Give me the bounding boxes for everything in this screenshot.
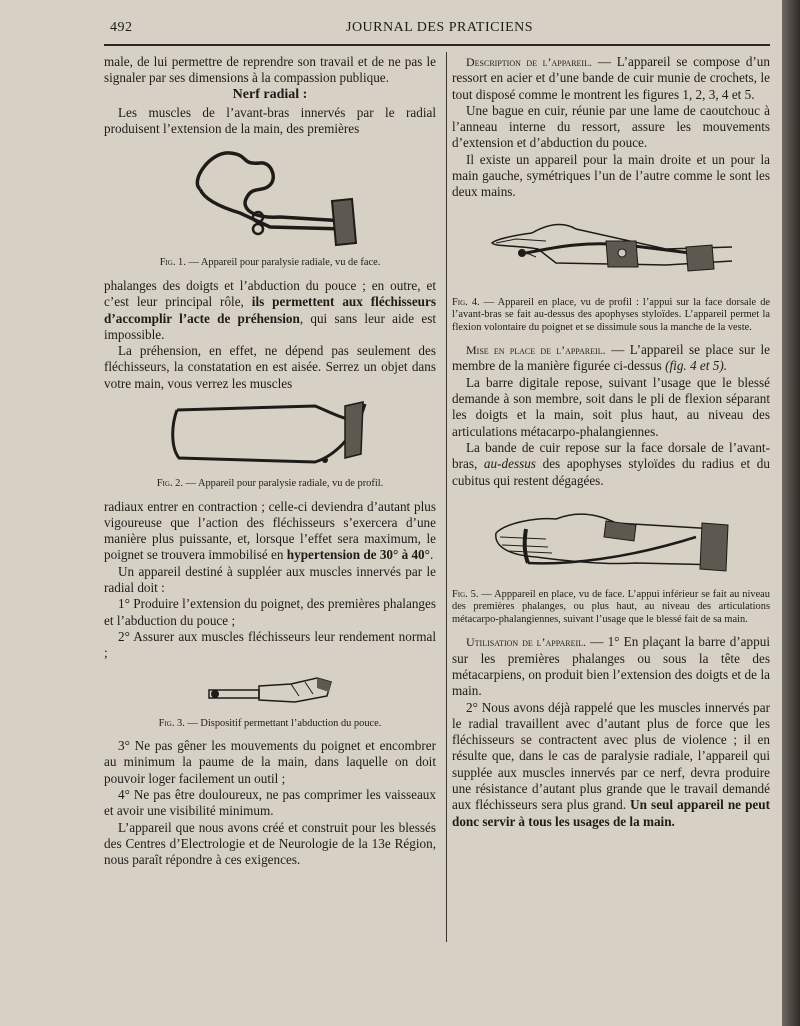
figure-1-drawing <box>170 141 370 253</box>
paragraph <box>452 700 770 830</box>
paragraph <box>104 499 436 564</box>
paragraph: Les muscles de l’avant-bras innervés par le radial produisent l’extension de la main, des premières <box>104 104 436 137</box>
figure-1 <box>104 141 436 253</box>
figure-3-number: Fig. 3. <box>158 717 185 729</box>
paragraph: Une bague en cuir, réunie par une lame de caoutchouc à l’anneau interne du ressort, assure les mouvements d’extension et d’abduction du pouce. <box>452 102 770 151</box>
figure-5-caption-text: — Apppareil en place, vu de face. L’appui inférieur se fait au niveau des premières phalanges, ou plus haut, au niveau des articulations métacarpo-phalangiennes, suivant l’usage que le blessé fait de sa main. <box>452 588 770 625</box>
text-span: — L’appareil se place sur le membre de la manière figurée ci-dessus <box>452 342 770 374</box>
paragraph: La préhension, en effet, ne dépend pas seulement des fléchisseurs, la constatation en est aisée. Serrez un objet dans votre main, vous verrez les muscles <box>104 343 436 391</box>
header-rule <box>104 44 770 46</box>
run-in-heading: Description de l’appareil. <box>466 55 592 69</box>
right-column <box>452 54 770 830</box>
paragraph: male, de lui permettre de reprendre son travail et de ne pas le signaler par ses dimensions à la compassion publique. <box>104 54 436 86</box>
figure-4-caption-text: — Appareil en place, vu de profil : l’appui sur la face dorsale de l’avant-bras se fait au-dessus des apophyses styloïdes. L’appareil permet la flexion volontaire du poignet et se dissimule sous la manche de la veste. <box>452 296 771 333</box>
text-span: La bande de cuir repose sur la face dorsale de l’avant-bras, <box>452 439 770 472</box>
figure-3 <box>104 666 436 714</box>
figure-5-number: Fig. 5. <box>452 588 479 600</box>
journal-title: JOURNAL DES PRATICIENS <box>346 20 534 35</box>
text-span: 2° Nous avons déjà rappelé que les muscles innervés par le radial travaillent avec d’autant plus de force que les fléchisseurs se contractent avec plus de violence ; il en résulte que, dans le cas de paralysie radiale, l’appareil qui supplée aux muscles innervés par ce nerf, devra produire une résistance d’autant plus grande que le travail demandé aux fléchisseurs sera plus grand. <box>452 699 770 813</box>
paragraph <box>452 440 770 489</box>
run-in-heading: Utilisation de l’appareil. <box>466 635 587 650</box>
figure-4 <box>452 205 770 293</box>
figure-2 <box>104 396 436 474</box>
figure-5-drawing <box>486 493 736 585</box>
paragraph: 2° Assurer aux muscles fléchisseurs leur rendement normal ; <box>104 628 436 661</box>
text-span: des apophyses styloïdes du radius et du cubitus qui restent dégagées. <box>452 456 770 488</box>
figure-4-drawing <box>486 205 736 293</box>
figure-2-caption-text: — Appareil pour paralysie radiale, vu de profil. <box>185 478 384 490</box>
paragraph: L’appareil que nous avons créé et construit pour les blessés des Centres d’Electrologie et de Neurologie de la 13e Région, nous paraît répondre à ces exigences. <box>104 819 436 868</box>
figure-5-caption <box>452 589 770 627</box>
figure-1-caption <box>104 257 436 270</box>
text-span: phalanges des doigts et l’abduction du pouce ; en outre, et c’est leur principal rôle, <box>104 277 436 310</box>
figure-2-drawing <box>165 396 375 474</box>
left-column <box>104 54 436 868</box>
bold-span: ils permettent aux fléchisseurs d’accomplir l’acte de préhension <box>104 294 436 326</box>
paragraph: Un appareil destiné à suppléer aux muscles innervés par le radial doit : <box>104 563 436 596</box>
paragraph: 4° Ne pas être douloureux, ne pas comprimer les vaisseaux et avoir une visibilité minimum. <box>104 786 436 819</box>
column-divider <box>446 52 447 942</box>
page-number: 492 <box>110 20 133 35</box>
bold-span: Un seul appareil ne peut donc servir à tous les usages de la main. <box>452 797 770 829</box>
paragraph: La barre digitale repose, suivant l’usage que le blessé demande à son membre, soit dans le pli de flexion séparant les doigts et la main, soit plus haut, au niveau des articulations métacarpo-phalangiennes. <box>452 374 770 439</box>
figure-5 <box>452 493 770 585</box>
figure-reference: (fig. 4 et 5). <box>665 358 728 374</box>
figure-4-number: Fig. 4. <box>452 296 480 308</box>
figure-1-caption-text: — Appareil pour paralysie radiale, vu de face. <box>188 257 381 269</box>
figure-3-drawing <box>195 666 345 714</box>
paragraph: Il existe un appareil pour la main droite et un pour la main gauche, symétriques l’un de l’autre comme le sont les deux mains. <box>452 151 770 200</box>
figure-1-number: Fig. 1. <box>159 257 186 269</box>
section-heading: Nerf radial : <box>232 86 308 102</box>
figure-3-caption <box>104 718 436 731</box>
paragraph <box>104 278 436 343</box>
paragraph: 3° Ne pas gêner les mouvements du poignet et encombrer au minimum la paume de la main, dans laquelle on doit pouvoir loger facilement un outil ; <box>104 738 436 786</box>
bold-span: hypertension de 30° à 40° <box>286 547 430 563</box>
text-span: — L’appareil se compose d’un ressort en acier et d’une bande de cuir munie de crochets, le tout disposé comme le montrent les figures 1, 2, 3, 4 et 5. <box>452 54 770 102</box>
figure-3-caption-text: — Dispositif permettant l’abduction du pouce. <box>187 717 382 729</box>
book-spine-shadow <box>782 0 800 1026</box>
figure-2-caption <box>104 478 436 491</box>
paragraph <box>452 342 770 375</box>
run-in-heading: Mise en place de l’appareil. <box>466 343 606 358</box>
text-span: , qui sans leur aide est impossible. <box>104 310 436 342</box>
figure-4-caption <box>452 297 770 335</box>
page-header <box>110 18 770 42</box>
paragraph <box>452 54 770 103</box>
paragraph <box>452 634 770 699</box>
italic-span: au-dessus <box>483 456 536 472</box>
text-span: . <box>429 547 434 563</box>
paragraph: 1° Produire l’extension du poignet, des premières phalanges et l’abduction du pouce ; <box>104 596 436 628</box>
figure-2-number: Fig. 2. <box>156 478 183 490</box>
text-span: radiaux entrer en contraction ; celle-ci deviendra d’autant plus vigoureuse que l’action des fléchisseurs s’exercera d’une manière plus puissante, et, lorsque l’effet sera maximum, le poignet se trouvera immobilisé en <box>104 498 436 563</box>
text-span: — 1° En plaçant la barre d’appui sur les premières phalanges ou sous la tête des métacarpiens, on produit bien l’extension des doigts et de la main. <box>452 634 770 699</box>
